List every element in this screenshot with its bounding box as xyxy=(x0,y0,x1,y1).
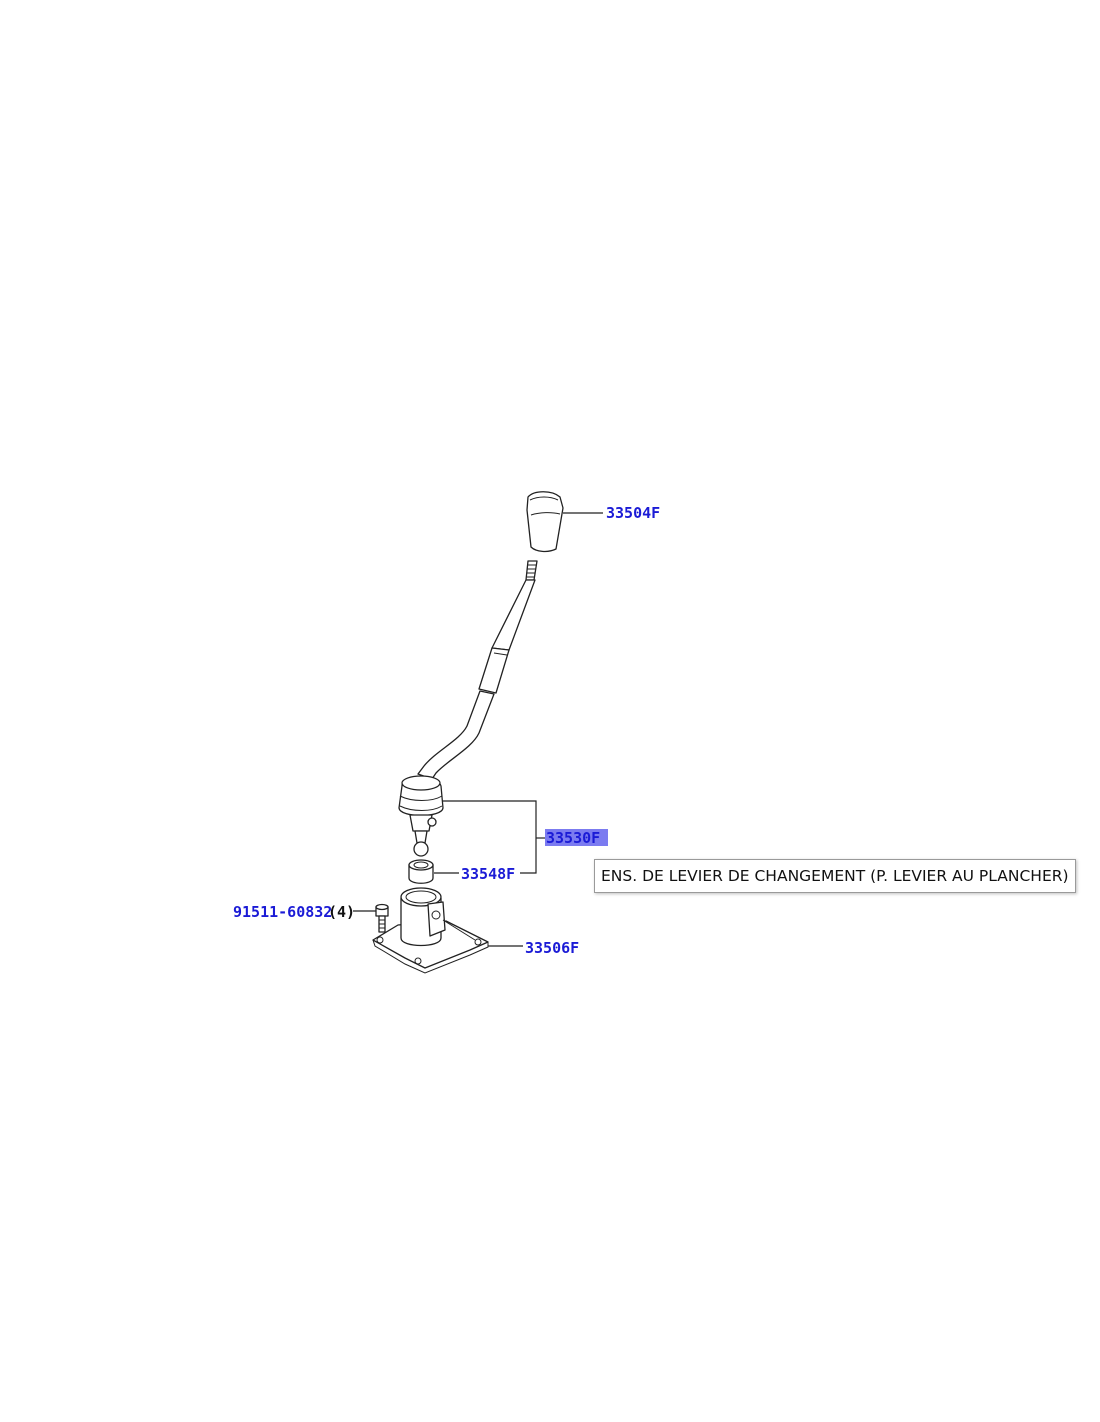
shift-lever-drawing xyxy=(399,561,537,856)
bolt-drawing xyxy=(376,905,388,933)
bushing-drawing xyxy=(409,860,433,883)
part-callout-91511-60832[interactable]: 91511-60832 xyxy=(233,903,333,921)
housing-drawing xyxy=(373,888,488,973)
part-callout-33506F[interactable]: 33506F xyxy=(525,939,580,957)
part-callout-33504F[interactable]: 33504F xyxy=(606,504,661,522)
shift-knob-drawing xyxy=(527,492,563,552)
bolt-quantity: (4) xyxy=(328,903,356,921)
part-callout-33548F[interactable]: 33548F xyxy=(461,865,516,883)
part-callout-33530F[interactable]: 33530F xyxy=(546,829,601,847)
part-description-tooltip: ENS. DE LEVIER DE CHANGEMENT (P. LEVIER AU PLANCHER) xyxy=(594,859,1076,893)
